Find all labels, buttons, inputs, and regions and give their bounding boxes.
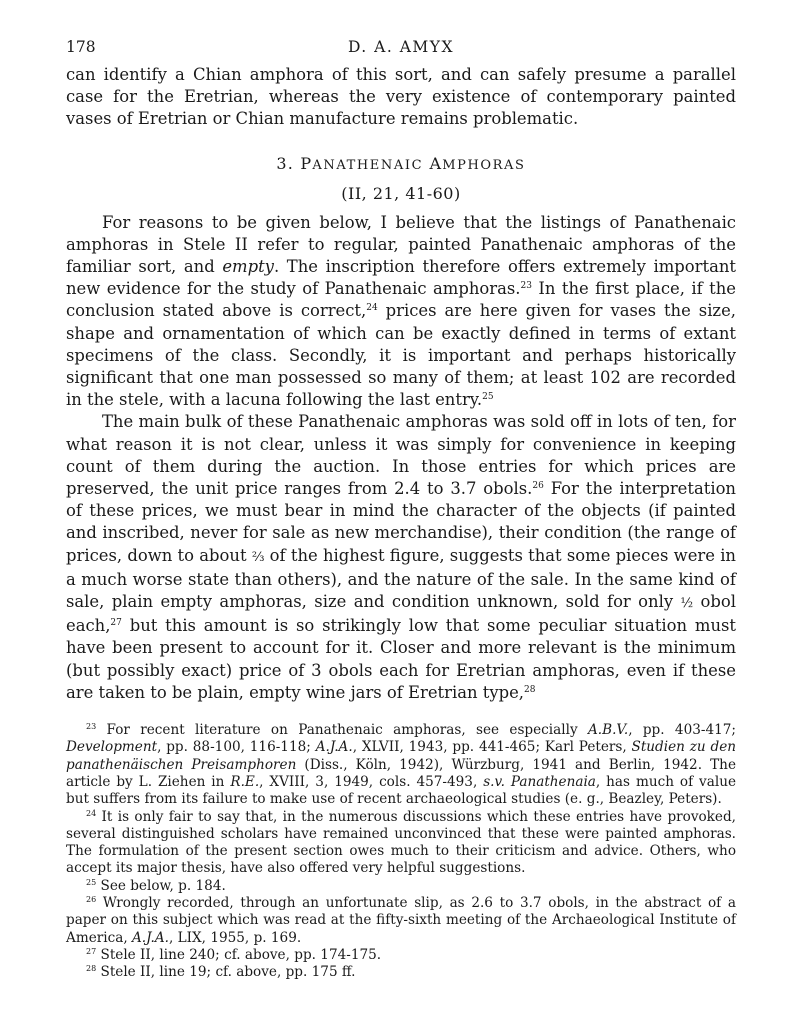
- footnote-28: $^{28}$ Stele II, line 19; cf. above, pp. 175 ff.: [86, 964, 356, 981]
- footnote-number: 23: [86, 722, 97, 732]
- opening-paragraph: can identify a Chian amphora of this sort, and can safely presume a parallel case for the Eretrian, whereas the very existence of contemporary painted vases of Eretrian or Chian manufacture remains problematic.: [66, 65, 736, 129]
- footnote-number: 26: [86, 895, 97, 905]
- footnote-27: $^{27}$ Stele II, line 240; cf. above, pp. 174-175.: [86, 946, 382, 963]
- section-range: (II, 21, 41-60): [341, 183, 461, 203]
- footnote-ref-27[interactable]: 27: [110, 618, 122, 629]
- section-heading: [66, 153, 736, 177]
- footnotes: [66, 722, 736, 981]
- main-text: [66, 64, 736, 704]
- fraction-one-half: ½: [680, 596, 694, 612]
- footnote-ref-26[interactable]: 26: [532, 481, 544, 492]
- fraction-two-thirds: ⅔: [251, 549, 265, 565]
- emphasis-empty: empty: [222, 257, 274, 277]
- page-number: 178: [66, 38, 96, 56]
- footnote-25: $^{25}$ See below, p. 184.: [86, 877, 226, 894]
- running-head: [66, 38, 736, 64]
- footnote-number: 25: [86, 877, 97, 887]
- footnote-24: $^{24}$ It is only fair to say that, in the numerous discussions which these entries have provoked, several distinguished scholars have remained unconvinced that these were painted amphoras. The formulation of the present section owes much to their criticism and advice. Others, who accept its major thesis, have also offered very helpful suggestions.: [66, 808, 736, 877]
- footnote-number: 24: [86, 808, 97, 818]
- section-number: 3.: [276, 153, 295, 173]
- footnote-ref-23[interactable]: 23: [520, 281, 532, 292]
- footnote-ref-28[interactable]: 28: [524, 684, 536, 695]
- footnote-number: 28: [86, 964, 97, 974]
- footnote-ref-25[interactable]: 25: [482, 392, 494, 403]
- paragraph-1: For reasons to be given below, I believe that the listings of Panathenaic amphoras in Stele II refer to regular, painted Panathenaic amphoras of the familiar sort, and empty. The inscription therefore offers extremely important new evidence for the study of Panathenaic amphoras.$^{23}$ In the first place, if the conclusion stated above is correct,$^{24}$ prices are here given for vases the size, shape and ornamentation of which can be exactly defined in terms of extant specimens of the class. Secondly, it is important and perhaps historically significant that one man possessed so many of them; at least 102 are recorded in the stele, with a lacuna following the last entry.$^{25}$: [66, 212, 736, 410]
- footnote-23: $^{23}$ For recent literature on Panathenaic amphoras, see especially A.B.V., pp. 403-417; Development, pp. 88-100, 116-118; A.J.A., XLVII, 1943, pp. 441-465; Karl Peters, Studien zu den panathenäischen Preisamphoren (Diss., Köln, 1942), Würzburg, 1941 and Berlin, 1942. The article by L. Ziehen in R.E., XVIII, 3, 1949, cols. 457-493, s.v. Panathenaia, has much of value but suffers from its failure to make use of recent archaeological studies (e. g., Beazley, Peters).: [66, 722, 737, 808]
- footnote-number: 27: [86, 946, 97, 956]
- section-title-word-1: PANATHENAIC: [300, 153, 424, 173]
- paragraph-2: The main bulk of these Panathenaic amphoras was sold off in lots of ten, for what reason it is not clear, unless it was simply for convenience in keeping count of them during the auction. In those entries for which prices are preserved, the unit price ranges from 2.4 to 3.7 obols.$^{26}$ For the interpretation of these prices, we must bear in mind the character of the objects (if painted and inscribed, never for sale as new merchandise), their condition (the range of prices, down to about ⅔ of the highest figure, suggests that some pieces were in a much worse state than others), and the nature of the sale. In the same kind of sale, plain empty amphoras, size and condition unknown, sold for only ½ obol each,$^{27}$ but this amount is so strikingly low that some peculiar situation must have been present to account for it. Closer and more relevant is the minimum (but possibly exact) price of 3 obols each for Eretrian amphoras, even if these are taken to be plain, empty wine jars of Eretrian type,$^{28}$: [66, 412, 736, 702]
- footnote-26: $^{26}$ Wrongly recorded, through an unfortunate slip, as 2.6 to 3.7 obols, in the abstract of a paper on this subject which was read at the fifty-sixth meeting of the Archaeological Institute of America, A.J.A., LIX, 1955, p. 169.: [66, 895, 736, 946]
- page: [66, 38, 736, 982]
- footnote-ref-24[interactable]: 24: [366, 303, 378, 314]
- section-title-word-2: AMPHORAS: [429, 153, 526, 173]
- running-head-author: D. A. AMYX: [347, 38, 455, 56]
